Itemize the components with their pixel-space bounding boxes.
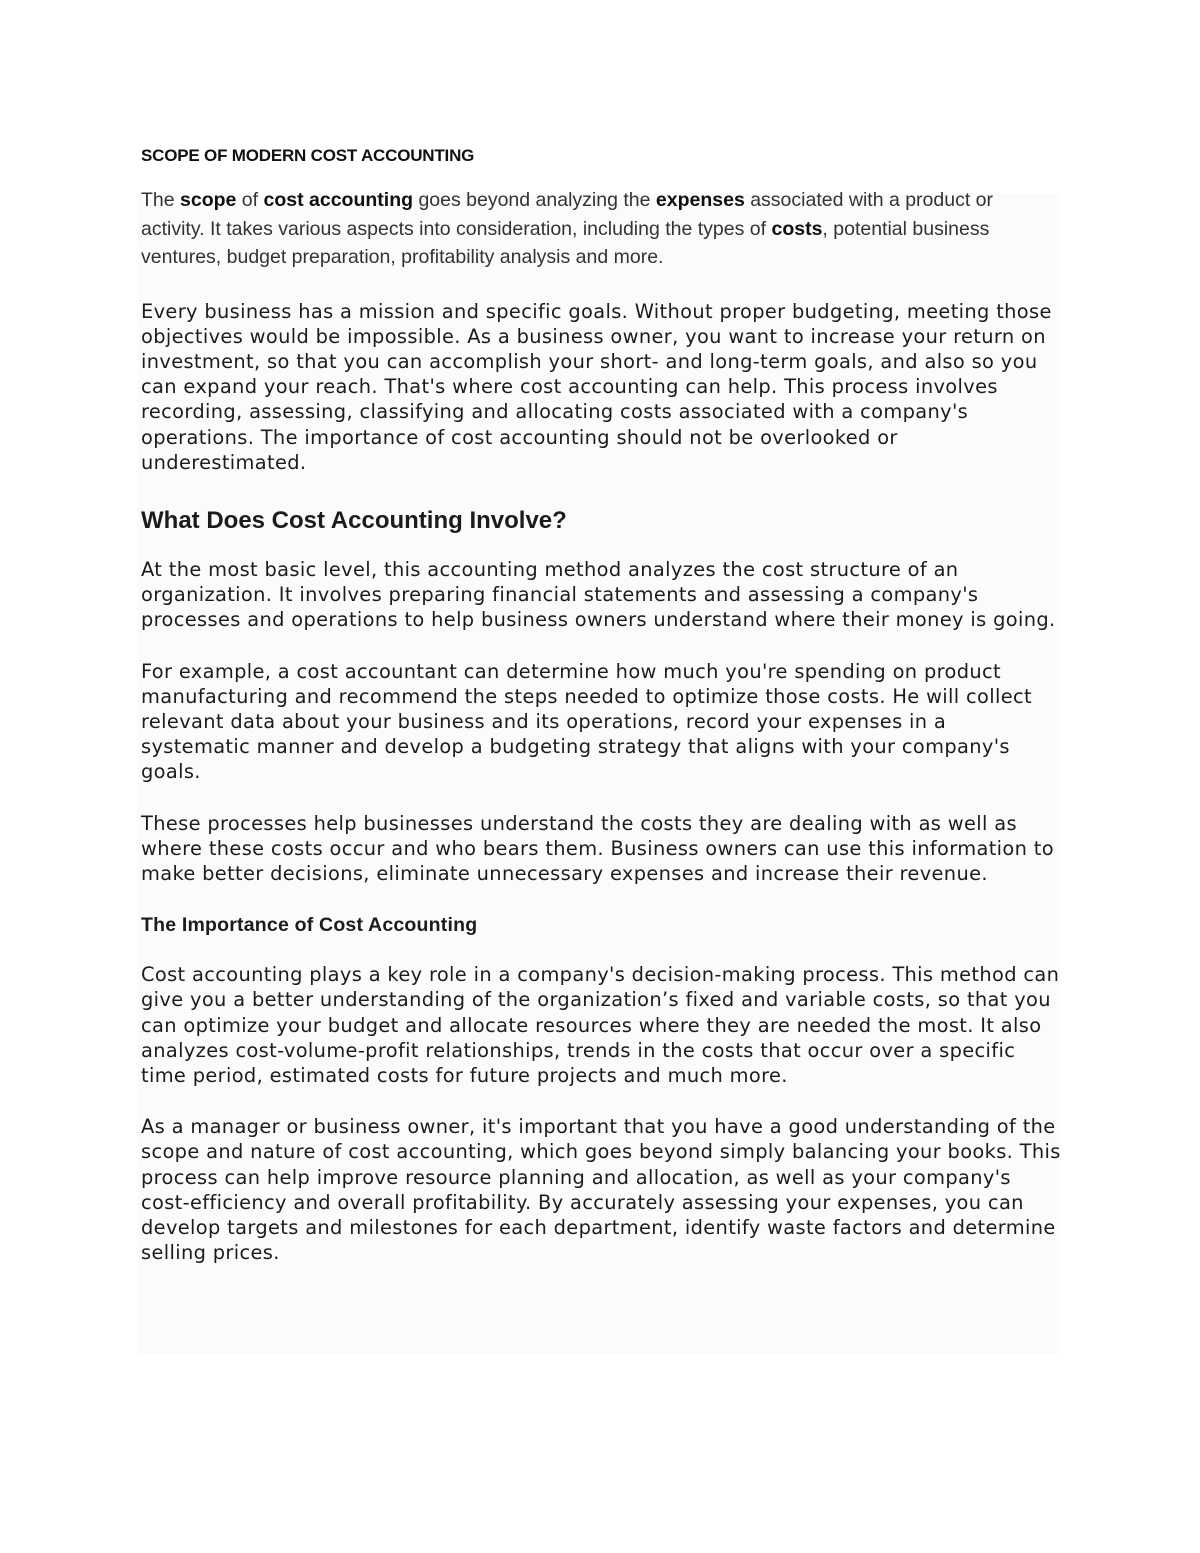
paragraph-manager: As a manager or business owner, it's important that you have a good understanding of the scope and nature of cost accounting, which goes beyond simply balancing your books. This process can help improve resource planning and allocation, as well as your company's cost-efficiency and overall profitability. By accurately assessing your expenses, you can develop targets and milestones for each department, identify waste factors and determine selling prices. xyxy=(141,1115,1061,1265)
intro-bold-scope: scope xyxy=(180,189,237,211)
intro-paragraph xyxy=(141,186,1061,272)
intro-text-1: The xyxy=(141,189,181,211)
intro-text-4: associated with a product or activity. It takes various aspects into consideration, including the types of xyxy=(141,189,994,240)
section-heading-involve: What Does Cost Accounting Involve? xyxy=(141,506,567,534)
intro-text-5: , potential business ventures, budget preparation, profitability analysis and more. xyxy=(141,217,990,268)
intro-bold-cost-accounting: cost accounting xyxy=(263,189,414,211)
paragraph-processes: These processes help businesses understand the costs they are dealing with as well as where these costs occur and who bears them. Business owners can use this information to make better decisions, eliminate unnecessary expenses and increase their revenue. xyxy=(141,811,1054,885)
intro-bold-expenses: expenses xyxy=(655,189,745,211)
document-title: SCOPE OF MODERN COST ACCOUNTING xyxy=(141,146,475,165)
paragraph-key-role: Cost accounting plays a key role in a company's decision-making process. This method can give you a better understanding of the organization’s fixed and variable costs, so that you can optimize your budget and allocate resources where they are needed the most. It also analyzes cost-volume-profit relationships, trends in the costs that occur over a specific time period, estimated costs for future projects and much more. xyxy=(141,963,1060,1087)
section-heading-importance: The Importance of Cost Accounting xyxy=(141,914,478,937)
intro-text-2: of xyxy=(236,189,264,211)
paragraph-basic-level: At the most basic level, this accounting method analyzes the cost structure of an organization. It involves preparing financial statements and assessing a company's processes and operations to help business owners understand where their money is going. xyxy=(141,557,1056,632)
paragraph-mission: Every business has a mission and specific goals. Without proper budgeting, meeting those objectives would be impossible. As a business owner, you want to increase your return on investment, so that you can accomplish your short- and long-term goals, and also so you can expand your reach. That's where cost accounting can help. This process involves recording, assessing, classifying and allocating costs associated with a company's operations. The importance of cost accounting should not be overlooked or underestimated. xyxy=(141,299,1052,474)
intro-text-3: goes beyond analyzing the xyxy=(413,189,656,211)
document-body xyxy=(141,140,1061,1265)
intro-bold-costs: costs xyxy=(771,217,823,240)
paragraph-example: For example, a cost accountant can determine how much you're spending on product manufacturing and recommend the steps needed to optimize those costs. He will collect relevant data about your business and its operations, record your expenses in a systematic manner and develop a budgeting strategy that aligns with your company's goals. xyxy=(141,659,1032,784)
